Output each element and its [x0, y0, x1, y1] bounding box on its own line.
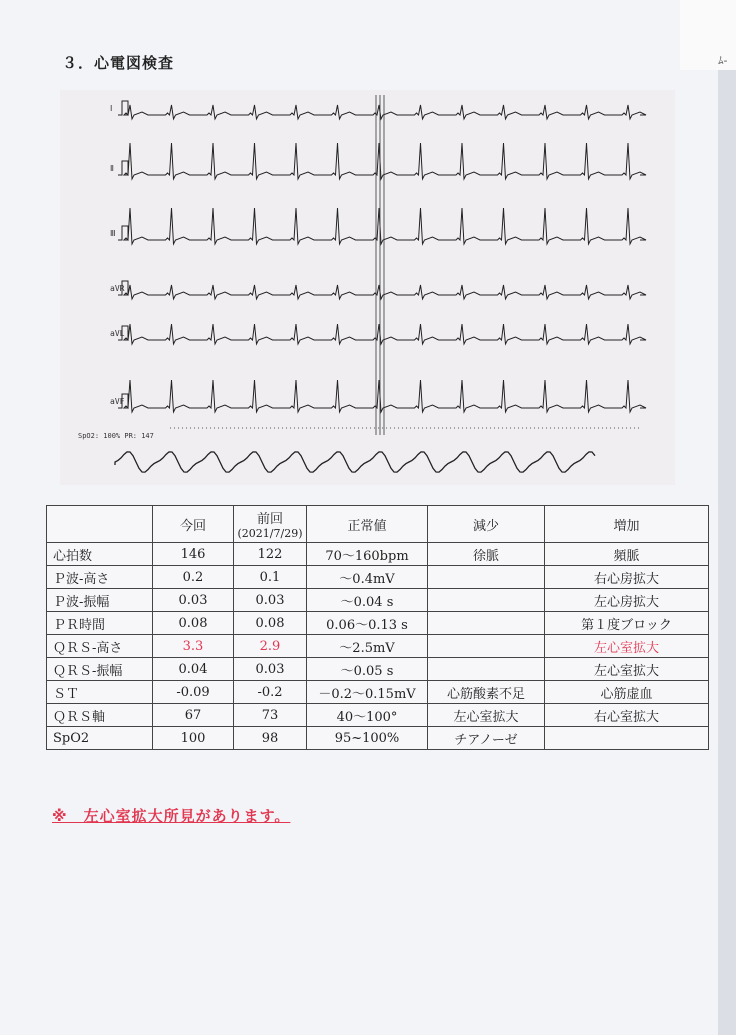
cell-increase: 左心室拡大 [545, 658, 709, 681]
cell-current: 0.2 [153, 566, 234, 589]
section-title: ３．心電図検査 [62, 54, 175, 72]
cell-item: ＳＴ [47, 681, 153, 704]
cell-previous: 122 [234, 543, 307, 566]
cell-increase: 左心室拡大 [545, 635, 709, 658]
header-previous-date: (2021/7/29) [237, 527, 303, 540]
table-header-row [47, 506, 709, 543]
header-normal: 正常値 [307, 506, 428, 543]
ecg-lead-label: aVL [110, 329, 125, 338]
cell-normal: ～0.05 s [307, 658, 428, 681]
cell-previous: 0.08 [234, 612, 307, 635]
cell-current: 3.3 [153, 635, 234, 658]
header-increase: 増加 [545, 506, 709, 543]
pleth-waveform [115, 452, 595, 472]
cell-increase: 頻脈 [545, 543, 709, 566]
cell-item: ＱＲＳ軸 [47, 704, 153, 727]
ecg-lead-label: aVF [110, 397, 125, 406]
cell-current: 0.04 [153, 658, 234, 681]
cell-increase [545, 727, 709, 750]
cell-item: 心拍数 [47, 543, 153, 566]
cell-current: 0.03 [153, 589, 234, 612]
ecg-lead-label: Ⅲ [110, 229, 116, 238]
cell-increase: 右心房拡大 [545, 566, 709, 589]
cell-decrease: チアノーゼ [428, 727, 545, 750]
conclusion-note: ※ 左心室拡大所見があります。 [52, 807, 291, 825]
ecg-printout [60, 90, 675, 485]
cell-normal: ～2.5mV [307, 635, 428, 658]
cell-item: ＱＲＳ-振幅 [47, 658, 153, 681]
table-row [47, 612, 709, 635]
cell-normal: 70～160bpm [307, 543, 428, 566]
cell-current: 146 [153, 543, 234, 566]
results-table [46, 505, 709, 750]
corner-note: ﾑ- [718, 54, 728, 67]
cell-item: Ｐ波-高さ [47, 566, 153, 589]
header-previous-label: 前回 [256, 512, 283, 527]
cell-normal: 0.06～0.13 s [307, 612, 428, 635]
table-row [47, 543, 709, 566]
table-row [47, 589, 709, 612]
cell-normal: 40～100° [307, 704, 428, 727]
cell-decrease [428, 566, 545, 589]
cell-decrease [428, 635, 545, 658]
table-row [47, 704, 709, 727]
cell-item: SpO2 [47, 727, 153, 750]
spo2-readout: SpO2: 100% PR: 147 [78, 432, 154, 440]
cell-decrease: 徐脈 [428, 543, 545, 566]
header-current: 今回 [153, 506, 234, 543]
cell-increase: 右心室拡大 [545, 704, 709, 727]
cell-normal: ～0.4mV [307, 566, 428, 589]
cell-current: 100 [153, 727, 234, 750]
table-row [47, 566, 709, 589]
ecg-lead-label: aVR [110, 284, 125, 293]
cell-previous: 73 [234, 704, 307, 727]
cell-item: ＰＲ時間 [47, 612, 153, 635]
cell-current: 67 [153, 704, 234, 727]
cell-previous: 0.03 [234, 589, 307, 612]
cell-decrease [428, 612, 545, 635]
ecg-lead-label: Ⅰ [110, 104, 113, 113]
cell-previous: 0.1 [234, 566, 307, 589]
adjacent-page-corner [680, 0, 736, 70]
cell-increase: 第１度ブロック [545, 612, 709, 635]
ecg-traces [60, 90, 675, 485]
table-row [47, 635, 709, 658]
ecg-lead-trace [118, 143, 646, 179]
table-row [47, 681, 709, 704]
header-previous [234, 506, 307, 543]
table-row [47, 727, 709, 750]
header-item [47, 506, 153, 543]
header-decrease: 減少 [428, 506, 545, 543]
cell-previous: 98 [234, 727, 307, 750]
cell-previous: -0.2 [234, 681, 307, 704]
cell-normal: ～0.04 s [307, 589, 428, 612]
cell-previous: 2.9 [234, 635, 307, 658]
cell-increase: 心筋虚血 [545, 681, 709, 704]
ecg-lead-trace [118, 281, 646, 299]
cell-decrease: 心筋酸素不足 [428, 681, 545, 704]
cell-current: -0.09 [153, 681, 234, 704]
cell-current: 0.08 [153, 612, 234, 635]
ecg-lead-trace [118, 208, 646, 244]
table-row [47, 658, 709, 681]
cell-normal: 95~100% [307, 727, 428, 750]
cell-decrease [428, 589, 545, 612]
ecg-lead-trace [118, 101, 646, 119]
cell-item: Ｐ波-振幅 [47, 589, 153, 612]
cell-normal: －0.2～0.15mV [307, 681, 428, 704]
ecg-lead-trace [118, 380, 646, 412]
cell-decrease [428, 658, 545, 681]
cell-decrease: 左心室拡大 [428, 704, 545, 727]
cell-item: ＱＲＳ-高さ [47, 635, 153, 658]
cell-increase: 左心房拡大 [545, 589, 709, 612]
cell-previous: 0.03 [234, 658, 307, 681]
ecg-lead-trace [118, 324, 646, 344]
ecg-lead-label: Ⅱ [110, 164, 114, 173]
